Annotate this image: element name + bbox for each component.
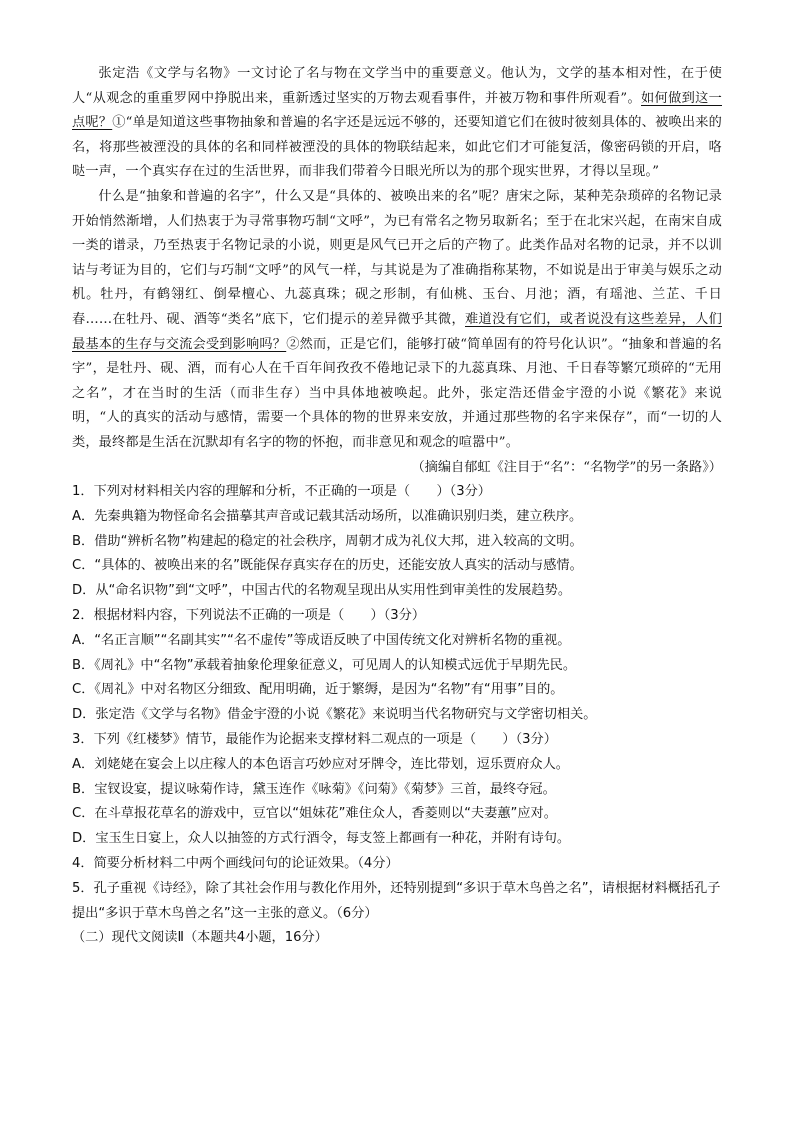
question-2-option-b: B．《周礼》中“名物”承载着抽象伦理象征意义，可见周人的认知模式远优于早期先民。 (72, 657, 577, 673)
passage-p2-text-c: ②然而，正是它们，能够打破“简单固有的符号化认识”。“抽象和普遍的名字”，是牡丹、砚、酒，而有心人在千百年间孜孜不倦地记录下的九蕊真珠、月池、千日春等繁冗琐碎的“无用之名”，才在当时的生活（而非生存）当中具体地被唤起。此外，张定浩还借金宇澄的小说《繁花》来说明，“人的真实的活动与感情，需要一个具体的物的世界来安放，并通过那些物的名字来保存”，而“一切的人类，最终都是生活在沉默却有名字的物的怀抱，而非意见和观念的喧嚣中”。 (72, 336, 722, 450)
passage-p1-text-c: ①“单是知道这些事物抽象和普遍的名字还是远远不够的，还要知道它们在彼时彼刻具体的、被唤出来的名，将那些被湮没的具体的名和同样被湮没的具体的物联结起来，如此它们才可能复活，像密码锁的开启，咯哒一声，一个真实存在过的生活世界，而非我们带着今日眼光所以为的那个现实世界，才得以呈现。” (72, 115, 723, 180)
question-2-option-d: D．张定浩《文学与名物》借金宇澄的小说《繁花》来说明当代名物研究与文学密切相关。 (72, 707, 597, 723)
question-3 (72, 728, 722, 852)
question-3-option-a: A．刘姥姥在宴会上以庄稼人的本色语言巧妙应对牙牌令，连比带划，逗乐贾府众人。 (72, 756, 569, 772)
question-2-option-a: A．“名正言顺”“名副其实”“名不虚传”等成语反映了中国传统文化对辨析名物的重视。 (72, 632, 571, 648)
question-1-stem: 1．下列对材料相关内容的理解和分析，不正确的一项是（ ）（3分） (72, 484, 491, 500)
passage-p2-text-a: 什么是“抽象和普遍的名字”，什么又是“具体的、被唤出来的名”呢？唐宋之际，某种芜杂琐碎的名物记录开始悄然渐增，人们热衷于为寻常事物巧制“文呼”，为已有常名之物另取新名；至于在北宋兴起，在南宋自成一类的谱录，乃至热衷于名物记录的小说，则更是风气已开之后的产物了。此类作品对名物的记录，并不以训诂与考证为目的，它们与巧制“文呼”的风气一样，与其说是为了准确指称某物，不如说是出于审美与娱乐之动机。牡丹，有鹤翎红、倒晕檀心、九蕊真珠；砚之形制，有仙桃、玉台、月池；酒，有瑶池、兰芷、千日春……在牡丹、砚、酒等“类名”底下，它们提示的差异微乎其微， (72, 188, 722, 327)
question-3-stem: 3．下列《红楼梦》情节，最能作为论据来支撑材料二观点的一项是（ ）（3分） (72, 732, 557, 748)
section-heading: （二）现代文阅读Ⅱ（本题共4小题，16分） (72, 930, 328, 946)
passage-paragraph-2 (72, 185, 722, 456)
underlined-question-1: 如何做到这一点呢？ (72, 90, 722, 131)
question-1-option-b: B．借助“辨析名物”构建起的稳定的社会秩序，周朝才成为礼仪大邦，进入较高的文明。 (72, 533, 583, 549)
question-5-stem: 5．孔子重视《诗经》，除了其社会作用与教化作用外，还特别提到“多识于草木鸟兽之名”，请根据材料概括孔子提出“多识于草木鸟兽之名”这一主张的意义。（6分） (72, 880, 721, 921)
question-3-option-b: B．宝钗设宴，提议咏菊作诗，黛玉连作《咏菊》《问菊》《菊梦》三首，最终夺冠。 (72, 781, 556, 797)
passage-source: （摘编自郁虹《注目于“名”：“名物学”的另一条路》） (411, 459, 722, 475)
passage-paragraph-1 (72, 62, 722, 185)
exam-page (72, 62, 722, 951)
question-1-option-a: A．先秦典籍为物怪命名会描摹其声音或记载其活动场所，以准确识别归类，建立秩序。 (72, 508, 583, 524)
question-2-stem: 2．根据材料内容，下列说法不正确的一项是（ ）（3分） (72, 608, 426, 624)
passage-p1-text-a: 张定浩《文学与名物》一文讨论了名与物在文学当中的重要意义。他认为，文学的基本相对性，在于使人“从观念的重重罗网中挣脱出来，重新透过坚实的万物去观看事件，并被万物和事件所观看”。 (72, 66, 722, 106)
underlined-question-2: 难道没有它们，或者说没有这些差异，人们最基本的生存与交流会受到影响吗？ (72, 311, 722, 352)
question-3-option-c: C．在斗草报花草名的游戏中，豆官以“姐妹花”难住众人，香菱则以“夫妻蕙”应对。 (72, 806, 557, 822)
question-1-option-d: D．从“命名识物”到“文呼”，中国古代的名物观呈现出从实用性到审美性的发展趋势。 (72, 583, 572, 599)
question-1-option-c: C．“具体的、被唤出来的名”既能保存真实存在的历史，还能安放人真实的活动与感情。 (72, 558, 583, 574)
question-2-option-c: C．《周礼》中对名物区分细致、配用明确，近于繁缛，是因为“名物”有“用事”目的。 (72, 682, 564, 698)
question-4-stem: 4．简要分析材料二中两个画线问句的论证效果。（4分） (72, 856, 399, 872)
question-2 (72, 604, 722, 728)
question-1 (72, 480, 722, 604)
question-3-option-d: D．宝玉生日宴上，众人以抽签的方式行酒令，每支签上都画有一种花，并附有诗句。 (72, 831, 571, 847)
